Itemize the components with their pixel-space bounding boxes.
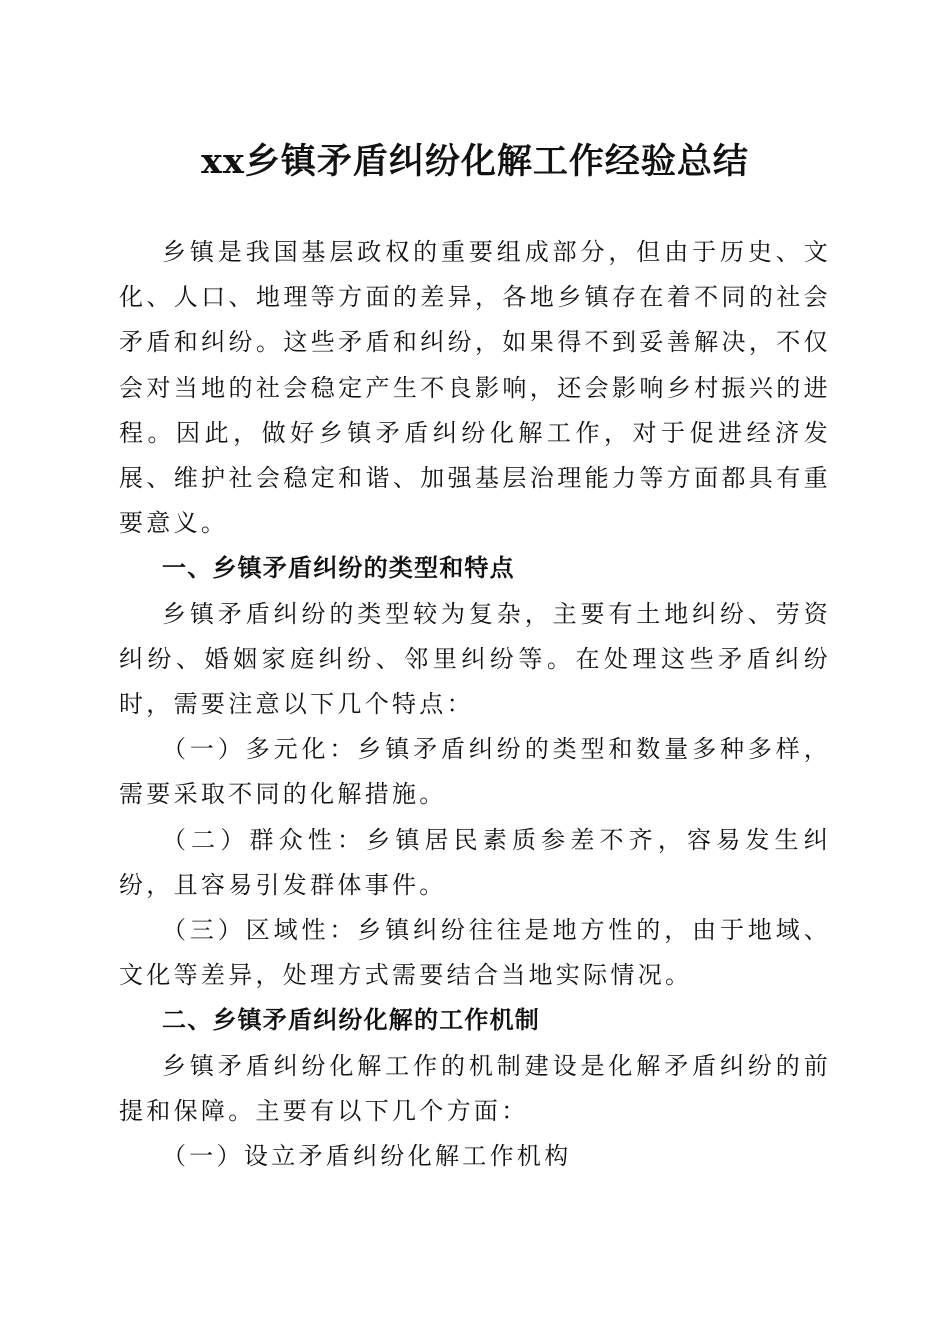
section-2-point-1: （一）设立矛盾纠纷化解工作机构 xyxy=(162,1142,572,1171)
section-1-paragraph: 乡镇矛盾纠纷的类型较为复杂，主要有土地纠纷、劳资纠纷、婚姻家庭纠纷、邻里纠纷等。在处理这些矛盾纠纷时，需要注意以下几个特点： xyxy=(119,599,831,719)
section-heading-2: 二、乡镇矛盾纠纷化解的工作机制 xyxy=(162,1006,540,1035)
section-1-point-3: （三）区域性：乡镇纠纷往往是地方性的，由于地域、文化等差异，处理方式需要结合当地实际情况。 xyxy=(119,916,831,990)
document-body xyxy=(119,230,831,1179)
section-heading-1: 一、乡镇矛盾纠纷的类型和特点 xyxy=(162,554,515,583)
section-1-point-2: （二）群众性：乡镇居民素质参差不齐，容易发生纠纷，且容易引发群体事件。 xyxy=(119,825,831,899)
section-2-paragraph: 乡镇矛盾纠纷化解工作的机制建设是化解矛盾纠纷的前提和保障。主要有以下几个方面： xyxy=(119,1051,831,1125)
section-1-point-1: （一）多元化：乡镇矛盾纠纷的类型和数量多种多样，需要采取不同的化解措施。 xyxy=(119,735,831,809)
document-title: xx乡镇矛盾纠纷化解工作经验总结 xyxy=(201,141,749,182)
intro-paragraph: 乡镇是我国基层政权的重要组成部分，但由于历史、文化、人口、地理等方面的差异，各地乡镇存在着不同的社会矛盾和纠纷。这些矛盾和纠纷，如果得不到妥善解决，不仅会对当地的社会稳定产生不良影响，还会影响乡村振兴的进程。因此，做好乡镇矛盾纠纷化解工作，对于促进经济发展、维护社会稳定和谐、加强基层治理能力等方面都具有重要意义。 xyxy=(119,238,831,538)
